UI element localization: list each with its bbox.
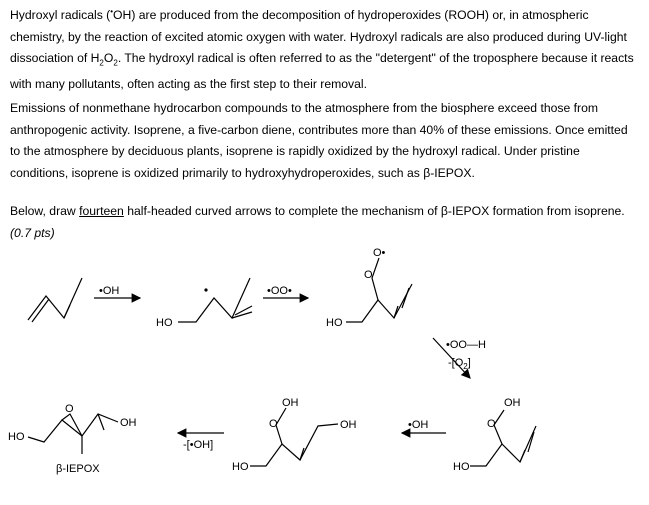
p3-text-a: Below, draw: [10, 204, 80, 218]
intro-paragraph: Hydroxyl radicals (•OH) are produced from the decomposition of hydroperoxides (ROOH) or, in atmospheric chemistry, by the reaction of excited atomic oxygen with water. Hydroxyl radicals are also produced during UV-light dissociation of $H_2O_2$. The hydroxyl radical is often referred to as the "detergent" of the troposphere because it reacts with many pollutants, often acting as the first step to their removal.: [10, 7, 634, 91]
ho-label-1: HO: [156, 317, 173, 329]
points-label: (0.7 pts): [10, 225, 55, 240]
peroxy-radical-structure: [346, 258, 412, 322]
mechanism-scheme: [0, 240, 649, 505]
beta-iepox-label: β-IEPOX: [56, 463, 100, 475]
radical-intermediate-1: [178, 278, 252, 322]
radical-intermediate-2: [250, 408, 338, 466]
ooh-reagent-label: •OO—H: [446, 339, 486, 351]
p1-text-d: . The hydroxyl radical is often referred to as the "detergent" of the troposphere because it reacts with many pollutants, often acting as the first step to their removal.: [10, 51, 634, 91]
ho-label-4: HO: [232, 461, 249, 473]
oh-reagent-label: •OH: [99, 285, 120, 297]
isoprene-paragraph: Emissions of nonmethane hydrocarbon compounds to the atmosphere from the biosphere exceed those from anthropogenic activity. Isoprene, a five-carbon diene, contributes more than 40% of these emissions. Once emitted to the atmosphere by deciduous plants, isoprene is rapidly oxidized by the hydroxyl radical. Under pristine conditions, isoprene is oxidized primarily to hydroxyhydroperoxides, such as β-IEPOX.: [10, 101, 628, 180]
instruction-paragraph: [10, 201, 640, 244]
o2-loss-label: $-[O_2]$: [448, 357, 471, 371]
o-label-3: O: [269, 418, 278, 430]
oh-label-4: OH: [120, 417, 137, 429]
isoprene-structure: [28, 278, 82, 322]
ho-label-3: HO: [453, 461, 470, 473]
p3-text-c: half-headed curved arrows to complete the mechanism of β-IEPOX formation from isoprene.: [123, 204, 625, 218]
p1-text-c: O: [103, 51, 114, 66]
oh-label-1: OH: [504, 397, 521, 409]
ho-label-5: HO: [8, 431, 25, 443]
o-label-4: O: [65, 403, 74, 415]
oh-label-3: OH: [340, 419, 357, 431]
radical-dot-1: [204, 288, 207, 291]
p3-underlined-count: fourteen: [79, 204, 124, 218]
o-label-1: O: [364, 269, 373, 281]
ho-label-2: HO: [326, 317, 343, 329]
p1-text-a: Hydroxyl radicals (: [10, 8, 111, 23]
oo-reagent-label: •OO•: [267, 285, 292, 297]
oh-loss-label: -[•OH]: [183, 439, 214, 451]
p1-text-b: OH) are produced from the decomposition of hydroperoxides (ROOH) or, in atmospheric chemistry, by the reaction of excited atomic oxygen with water. Hydroxyl radicals are also produced during UV-light dissociation of H: [10, 8, 627, 66]
o-label-2: O: [487, 418, 496, 430]
beta-iepox-structure: [28, 414, 118, 454]
oh-reagent-label-2: •OH: [408, 419, 429, 431]
hydroperoxide-structure: [470, 410, 536, 466]
oh-label-2: OH: [282, 397, 299, 409]
o-radical-label: O•: [373, 247, 386, 259]
